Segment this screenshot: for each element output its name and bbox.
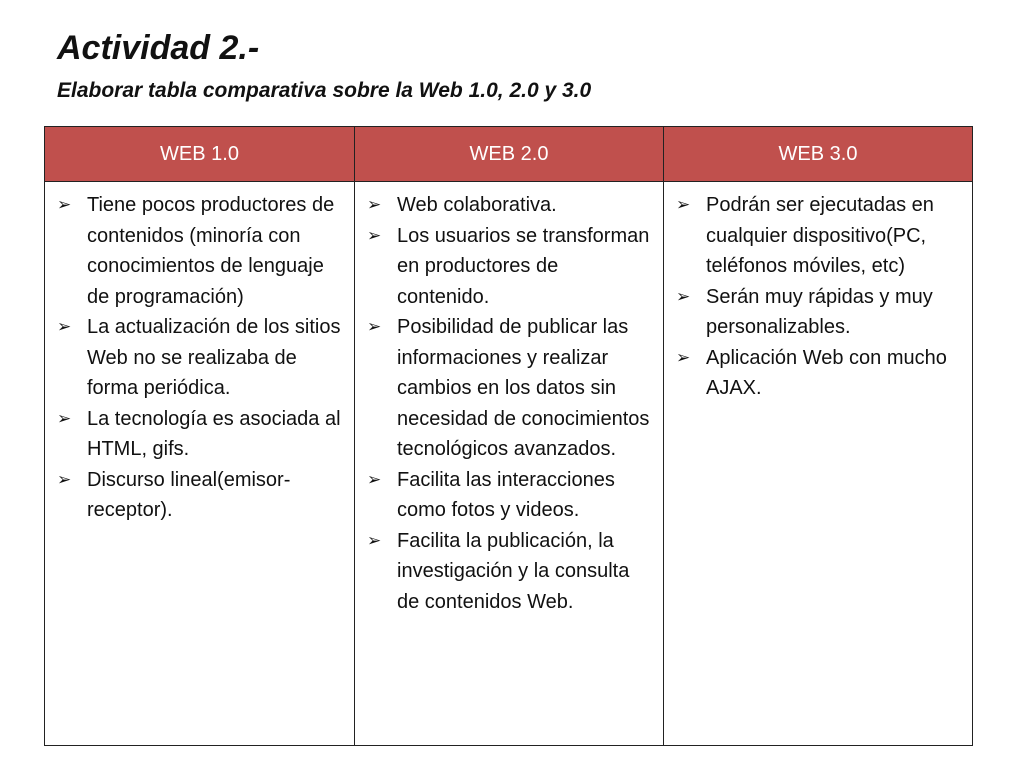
- header-web-1: WEB 1.0: [45, 127, 355, 182]
- slide-subtitle: Elaborar tabla comparativa sobre la Web 1.0, 2.0 y 3.0: [57, 79, 592, 102]
- list-item-text: Los usuarios se transforman en productores de contenido.: [397, 224, 650, 308]
- table-body-row: [45, 182, 973, 746]
- list-item-text: Tiene pocos productores de contenidos (minoría con conocimientos de lenguaje de programación): [87, 194, 335, 308]
- list-item: [365, 221, 653, 313]
- list-item: [365, 465, 653, 526]
- arrow-bullet-icon: ➢: [57, 408, 72, 428]
- arrow-bullet-icon: ➢: [367, 195, 382, 214]
- list-item: [55, 404, 344, 465]
- slide-title: Actividad 2.-: [57, 29, 260, 67]
- list-item-text: La actualización de los sitios Web no se realizaba de forma periódica.: [87, 316, 341, 399]
- arrow-bullet-icon: ➢: [676, 286, 691, 306]
- cell-web-3: [664, 182, 973, 746]
- arrow-bullet-icon: ➢: [57, 317, 72, 336]
- list-item: [365, 190, 653, 221]
- list-item: [55, 312, 344, 404]
- list-item: [674, 343, 962, 404]
- cell-web-2: [355, 182, 664, 746]
- list-item-text: Web colaborativa.: [397, 194, 557, 216]
- list-item: [674, 282, 962, 343]
- arrow-bullet-icon: ➢: [367, 317, 382, 336]
- list-item-text: Discurso lineal(emisor-receptor).: [87, 468, 291, 521]
- arrow-bullet-icon: ➢: [57, 469, 72, 489]
- web-2-list: [365, 190, 653, 617]
- list-item-text: Aplicación Web con mucho AJAX.: [706, 346, 947, 399]
- list-item: [674, 190, 962, 282]
- cell-web-1: [45, 182, 355, 746]
- list-item-text: La tecnología es asociada al HTML, gifs.: [87, 407, 341, 460]
- header-web-3: WEB 3.0: [664, 127, 973, 182]
- arrow-bullet-icon: ➢: [676, 347, 691, 367]
- list-item-text: Podrán ser ejecutadas en cualquier dispositivo(PC, teléfonos móviles, etc): [706, 194, 934, 277]
- list-item-text: Serán muy rápidas y muy personalizables.: [706, 285, 933, 338]
- arrow-bullet-icon: ➢: [676, 195, 691, 214]
- list-item-text: Facilita la publicación, la investigación y la consulta de contenidos Web.: [397, 529, 630, 613]
- list-item-text: Posibilidad de publicar las informaciones y realizar cambios en los datos sin necesidad de conocimientos tecnológicos avanzados.: [397, 316, 650, 460]
- list-item: [365, 312, 653, 465]
- list-item: [55, 190, 344, 312]
- web-3-list: [674, 190, 962, 404]
- arrow-bullet-icon: ➢: [367, 469, 382, 489]
- web-1-list: [55, 190, 344, 526]
- list-item-text: Facilita las interacciones como fotos y videos.: [397, 468, 615, 521]
- arrow-bullet-icon: ➢: [367, 530, 382, 550]
- list-item: [55, 465, 344, 526]
- list-item: [365, 526, 653, 618]
- table-header-row: [45, 127, 973, 182]
- comparison-table: [44, 126, 973, 746]
- header-web-2: WEB 2.0: [355, 127, 664, 182]
- arrow-bullet-icon: ➢: [367, 225, 382, 245]
- arrow-bullet-icon: ➢: [57, 195, 72, 214]
